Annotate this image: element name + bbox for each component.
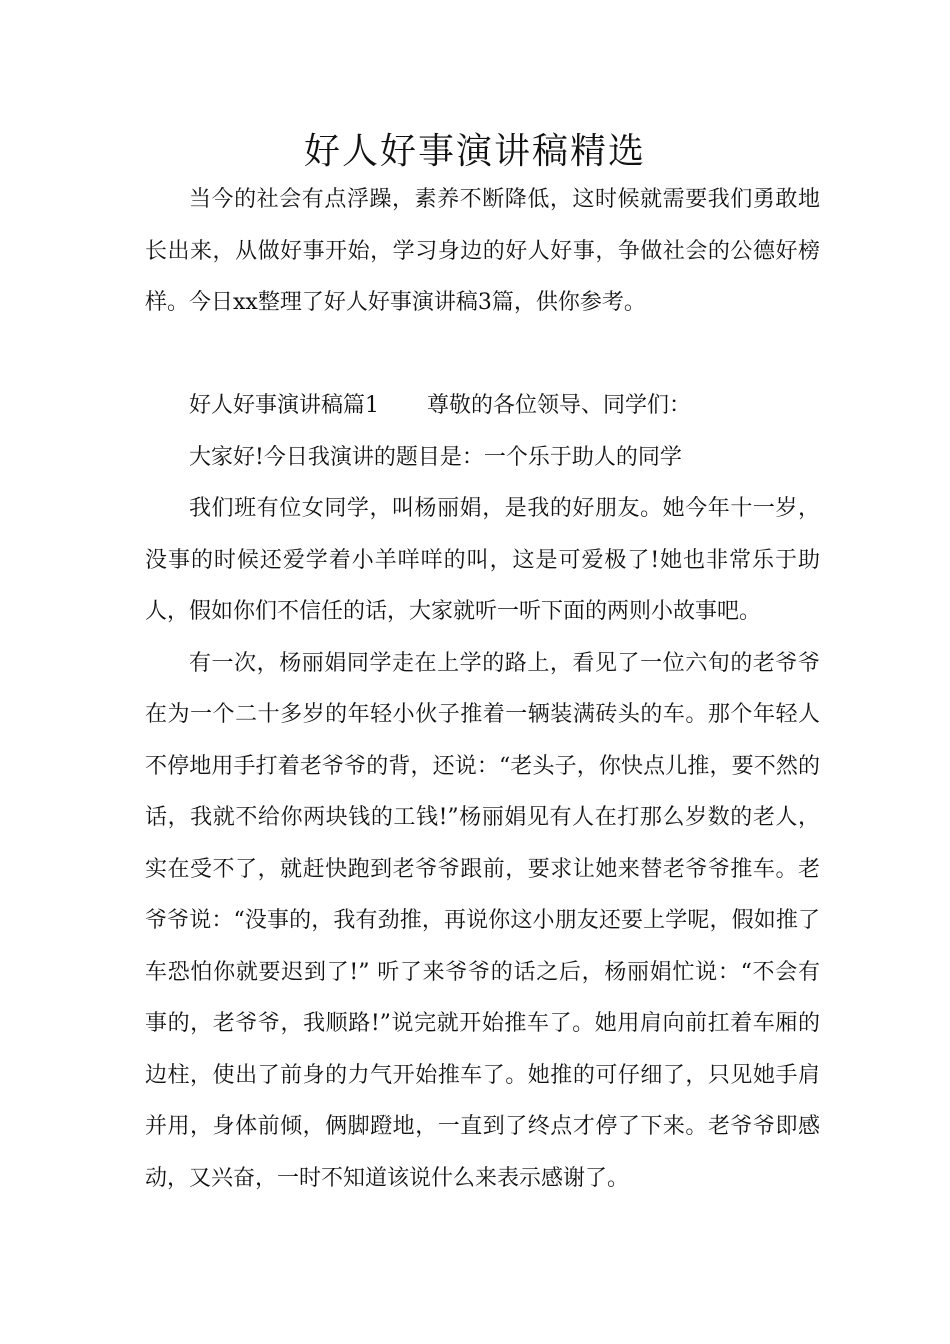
speech-salutation: 尊敬的各位领导、同学们： (427, 393, 692, 418)
speech-paragraph: 我们班有位女同学，叫杨丽娟，是我的好朋友。她今年十一岁，没事的时候还爱学着小羊咩咩的叫，这是可爱极了!她也非常乐于助人，假如你们不信任的话，大家就听一听下面的两则小故事吧。 (145, 496, 820, 624)
intro-paragraph: 当今的社会有点浮躁，素养不断降低，这时候就需要我们勇敢地长出来，从做好事开始，学习身边的好人好事，争做社会的公德好榜样。今日xx整理了好人好事演讲稿3篇，供你参考。 (145, 187, 820, 315)
document-title: 好人好事演讲稿精选 (303, 131, 646, 172)
document-body (145, 174, 820, 1204)
speech-paragraph: 有一次，杨丽娟同学走在上学的路上，看见了一位六旬的老爷爷在为一个二十多岁的年轻小伙子推着一辆装满砖头的车。那个年轻人不停地用手打着老爷爷的背，还说：“老头子，你快点儿推，要不然的话，我就不给你两块钱的工钱!”杨丽娟见有人在打那么岁数的老人，实在受不了，就赶快跑到老爷爷跟前，要求让她来替老爷爷推车。老爷爷说：“没事的，我有劲推，再说你这小朋友还要上学呢，假如推了车恐怕你就要迟到了!” 听了来爷爷的话之后，杨丽娟忙说：“不会有事的，老爷爷，我顺路!”说完就开始推车了。她用肩向前扛着车厢的边柱，使出了前身的力气开始推车了。她推的可仔细了，只见她手肩并用，身体前倾，俩脚蹬地，一直到了终点才停了下来。老爷爷即感动，又兴奋，一时不知道该说什么来表示感谢了。 (145, 650, 820, 1191)
speech-heading-line (145, 380, 820, 432)
speech-heading: 好人好事演讲稿篇1 (189, 393, 379, 418)
speech-greeting: 大家好!今日我演讲的题目是：一个乐于助人的同学 (189, 444, 682, 470)
